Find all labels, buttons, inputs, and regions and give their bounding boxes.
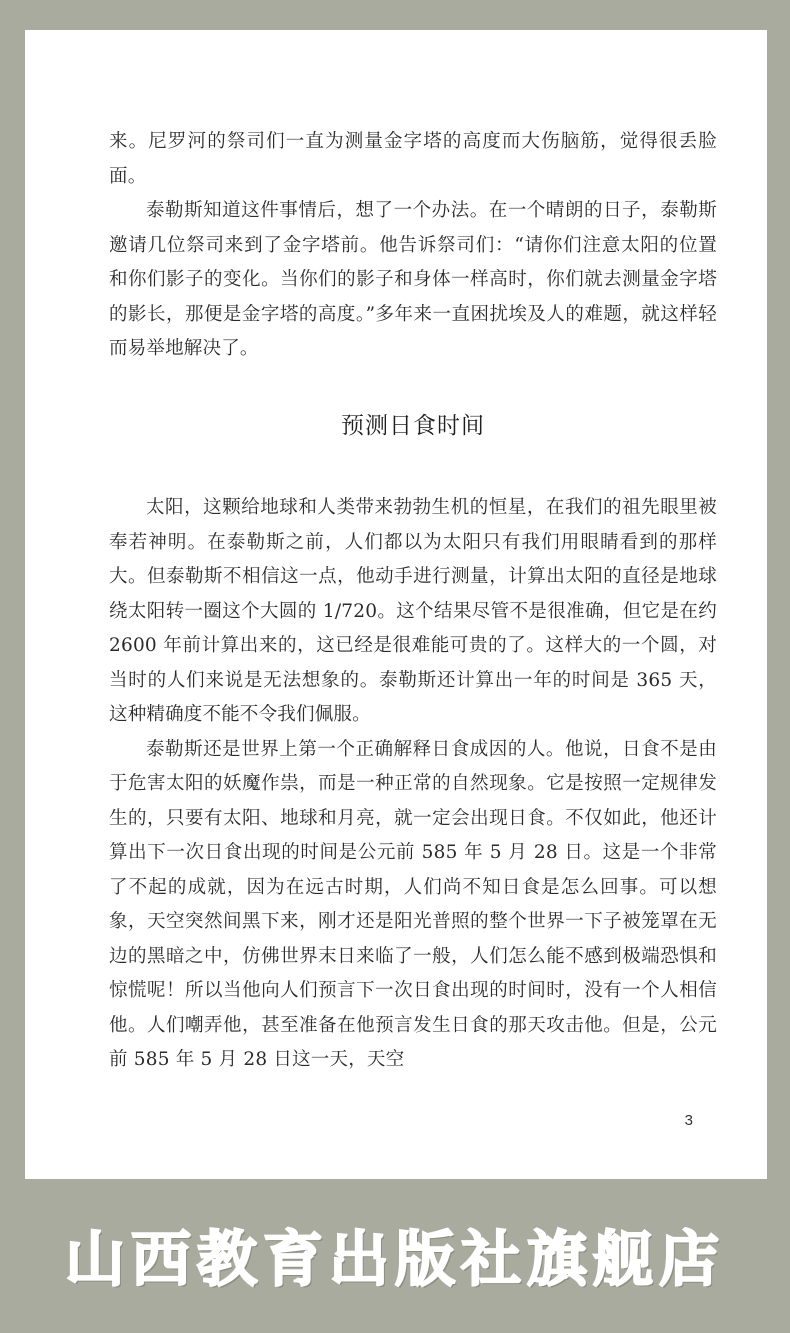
text-block-bottom (109, 491, 717, 1078)
store-name: 山西教育出版社旗舰店 (65, 1225, 725, 1295)
text-block-top (109, 125, 717, 367)
page-number: 3 (684, 1112, 693, 1129)
paragraph-2: 泰勒斯知道这件事情后，想了一个办法。在一个晴朗的日子，泰勒斯邀请几位祭司来到了金字塔前。他告诉祭司们：“请你们注意太阳的位置和你们影子的变化。当你们的影子和身体一样高时，你们就去测量金字塔的影长，那便是金字塔的高度。”多年来一直困扰埃及人的难题，就这样轻而易举地解决了。 (109, 200, 717, 359)
section-heading: 预测日食时间 (341, 413, 485, 439)
book-page (25, 30, 767, 1179)
paragraph-3: 太阳，这颗给地球和人类带来勃勃生机的恒星，在我们的祖先眼里被奉若神明。在泰勒斯之前，人们都以为太阳只有我们用眼睛看到的那样大。但泰勒斯不相信这一点，他动手进行测量，计算出太阳的直径是地球绕太阳转一圈这个大圆的 1/720。这个结果尽管不是很准确，但它是在约 2600 年前计算出来的，这已经是很难能可贵的了。这样大的一个圆，对当时的人们来说是无法想象的。泰勒斯还计算出一年的时间是 365 天，这种精确度不能不令我们佩服。 (109, 497, 717, 725)
paragraph-1: 来。尼罗河的祭司们一直为测量金字塔的高度而大伤脑筋，觉得很丢脸面。 (109, 131, 717, 187)
paragraph-4: 泰勒斯还是世界上第一个正确解释日食成因的人。他说，日食不是由于危害太阳的妖魔作祟，而是一种正常的自然现象。它是按照一定规律发生的，只要有太阳、地球和月亮，就一定会出现日食。不仅如此，他还计算出下一次日食出现的时间是公元前 585 年 5 月 28 日。这是一个非常了不起的成就，因为在远古时期，人们尚不知日食是怎么回事。可以想象，天空突然间黑下来，刚才还是阳光普照的整个世界一下子被笼罩在无边的黑暗之中，仿佛世界末日来临了一般，人们怎么能不感到极端恐惧和惊慌呢！所以当他向人们预言下一次日食出现的时间时，没有一个人相信他。人们嘲弄他，甚至准备在他预言发生日食的那天攻击他。但是，公元前 585 年 5 月 28 日这一天，天空 (109, 738, 717, 1070)
store-banner (0, 1195, 790, 1315)
